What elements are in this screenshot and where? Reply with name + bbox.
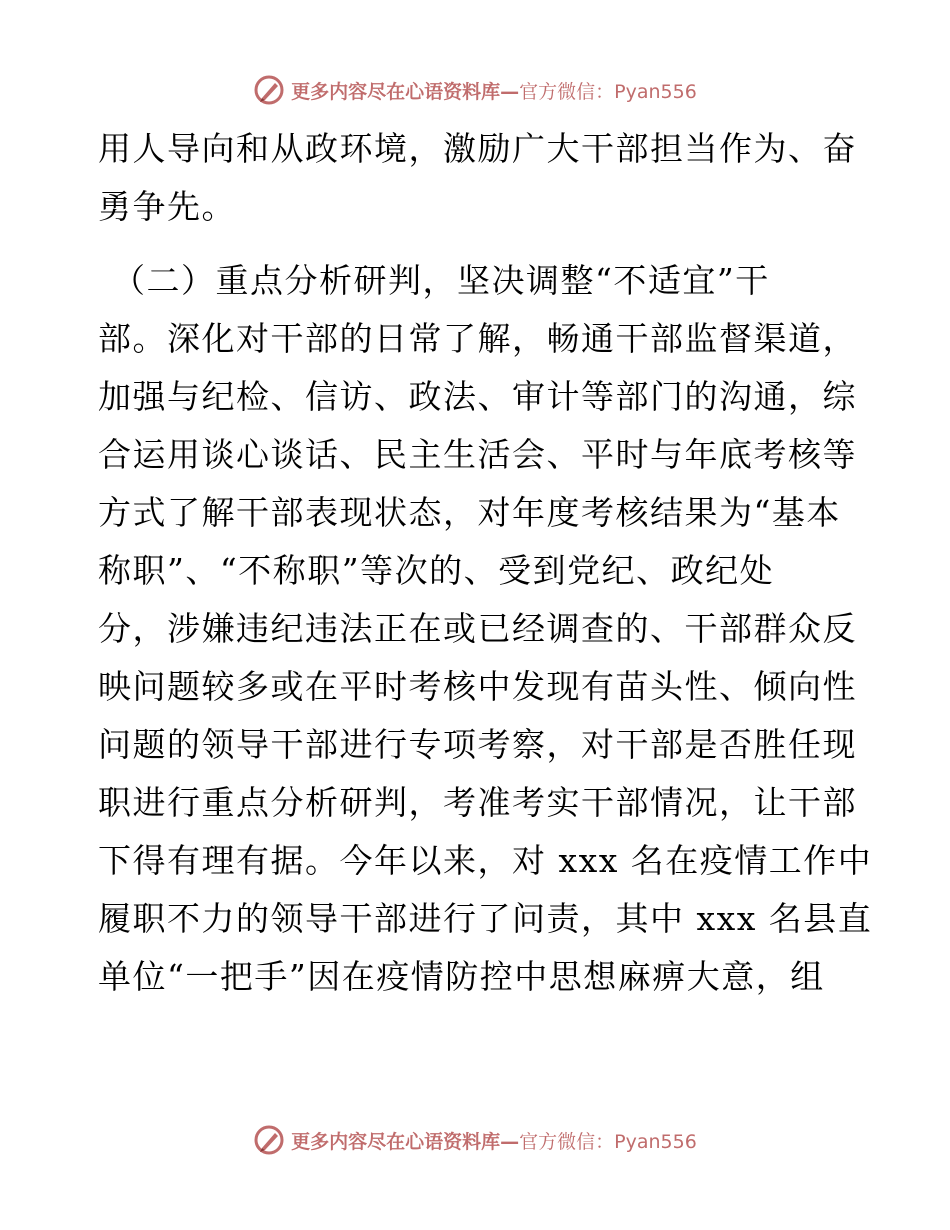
text-line-11: 问题的领导干部进行专项考察，对干部是否胜任现 bbox=[98, 725, 857, 764]
text-line-15: 单位“一把手”因在疫情防控中思想麻痹大意，组 bbox=[98, 957, 825, 996]
text-line-8: 称职”、“不称职”等次的、受到党纪、政纪处 bbox=[98, 551, 775, 590]
pen-logo-icon bbox=[253, 74, 285, 106]
text-line-4: 部。深化对干部的日常了解，畅通干部监督渠道， bbox=[98, 319, 857, 358]
watermark-footer bbox=[0, 1120, 950, 1160]
pen-logo-icon bbox=[253, 1124, 285, 1156]
text-line-12: 职进行重点分析研判，考准考实干部情况，让干部 bbox=[98, 783, 857, 822]
section-heading-line: （二）重点分析研判，坚决调整“不适宜”干 bbox=[112, 261, 770, 300]
watermark-wechat-text: 官方微信：Pyan556 bbox=[519, 80, 697, 103]
watermark-brand-text: 更多内容尽在心语资料库— bbox=[291, 1130, 520, 1153]
text-line-13: 下得有理有据。今年以来，对 xxx 名在疫情工作中 bbox=[98, 841, 873, 880]
text-line-10: 映问题较多或在平时考核中发现有苗头性、倾向性 bbox=[98, 667, 857, 706]
text-line-1: 用人导向和从政环境，激励广大干部担当作为、奋 bbox=[98, 129, 857, 168]
text-line-14: 履职不力的领导干部进行了问责，其中 xxx 名县直 bbox=[98, 899, 873, 938]
text-line-9: 分，涉嫌违纪违法正在或已经调查的、干部群众反 bbox=[98, 609, 857, 648]
text-line-6: 合运用谈心谈话、民主生活会、平时与年底考核等 bbox=[98, 435, 857, 474]
text-line-2: 勇争先。 bbox=[98, 187, 236, 226]
watermark-wechat-text: 官方微信：Pyan556 bbox=[519, 1130, 697, 1153]
watermark-brand-text: 更多内容尽在心语资料库— bbox=[291, 80, 520, 103]
text-line-5: 加强与纪检、信访、政法、审计等部门的沟通，综 bbox=[98, 377, 857, 416]
watermark-header bbox=[0, 70, 950, 110]
text-line-7: 方式了解干部表现状态，对年度考核结果为“基本 bbox=[98, 493, 841, 532]
